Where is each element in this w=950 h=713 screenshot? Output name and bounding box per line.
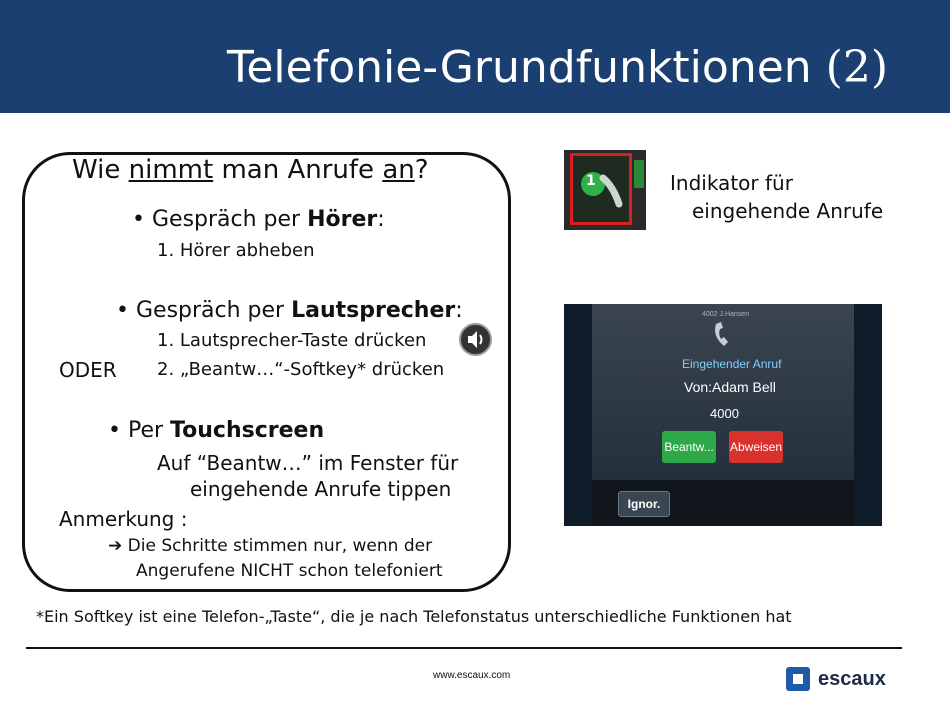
speaker-icon (459, 323, 492, 356)
screen-incoming-label: Eingehender Anruf (682, 357, 782, 371)
title-bar (0, 0, 950, 113)
footer-divider (26, 647, 902, 649)
note-line1: ➔ Die Schritte stimmen nur, wenn der (108, 536, 433, 556)
answer-button[interactable]: Beantw... (662, 431, 716, 463)
question-heading: Wie nimmt man Anrufe an? (72, 155, 429, 185)
handset-icon (710, 320, 736, 350)
footer-url[interactable]: www.escaux.com (433, 670, 511, 681)
page-title: Telefonie-Grundfunktionen (2) (226, 42, 888, 93)
incoming-badge: 1 (586, 173, 596, 189)
step-handset-1: 1. Hörer abheben (157, 240, 315, 261)
screen-header: 4002 J.Hansen (702, 311, 750, 318)
escaux-logo: escaux (786, 665, 886, 693)
bullet-speaker: • Gespräch per Lautsprecher: (116, 298, 463, 323)
step-speaker-2: 2. „Beantw…“-Softkey* drücken (157, 359, 445, 380)
indicator-caption-2: eingehende Anrufe (692, 199, 884, 223)
touchscreen-line1: Auf “Beantw…” im Fenster für (157, 451, 459, 475)
indicator-caption-1: Indikator für (670, 171, 793, 195)
screen-number: 4000 (710, 406, 739, 421)
ignore-button[interactable]: Ignor. (618, 491, 670, 517)
bullet-touchscreen: • Per Touchscreen (108, 418, 325, 443)
footnote: *Ein Softkey ist eine Telefon-„Taste“, die je nach Telefonstatus unterschiedliche Funktionen hat (36, 607, 792, 626)
touchscreen-line2: eingehende Anrufe tippen (190, 477, 452, 501)
note-label: Anmerkung : (59, 507, 188, 531)
note-line2: Angerufene NICHT schon telefoniert (136, 561, 443, 581)
bullet-handset: • Gespräch per Hörer: (132, 207, 385, 232)
screen-caller: Von:Adam Bell (684, 379, 776, 395)
logo-mark-icon (786, 667, 810, 691)
incoming-call-indicator-image (564, 150, 646, 230)
reject-button[interactable]: Abweisen (729, 431, 783, 463)
oder-label: ODER (59, 358, 117, 382)
arrow-right-icon: ➔ (108, 536, 123, 556)
phone-screen-image (564, 304, 882, 526)
step-speaker-1: 1. Lautsprecher-Taste drücken (157, 330, 427, 351)
